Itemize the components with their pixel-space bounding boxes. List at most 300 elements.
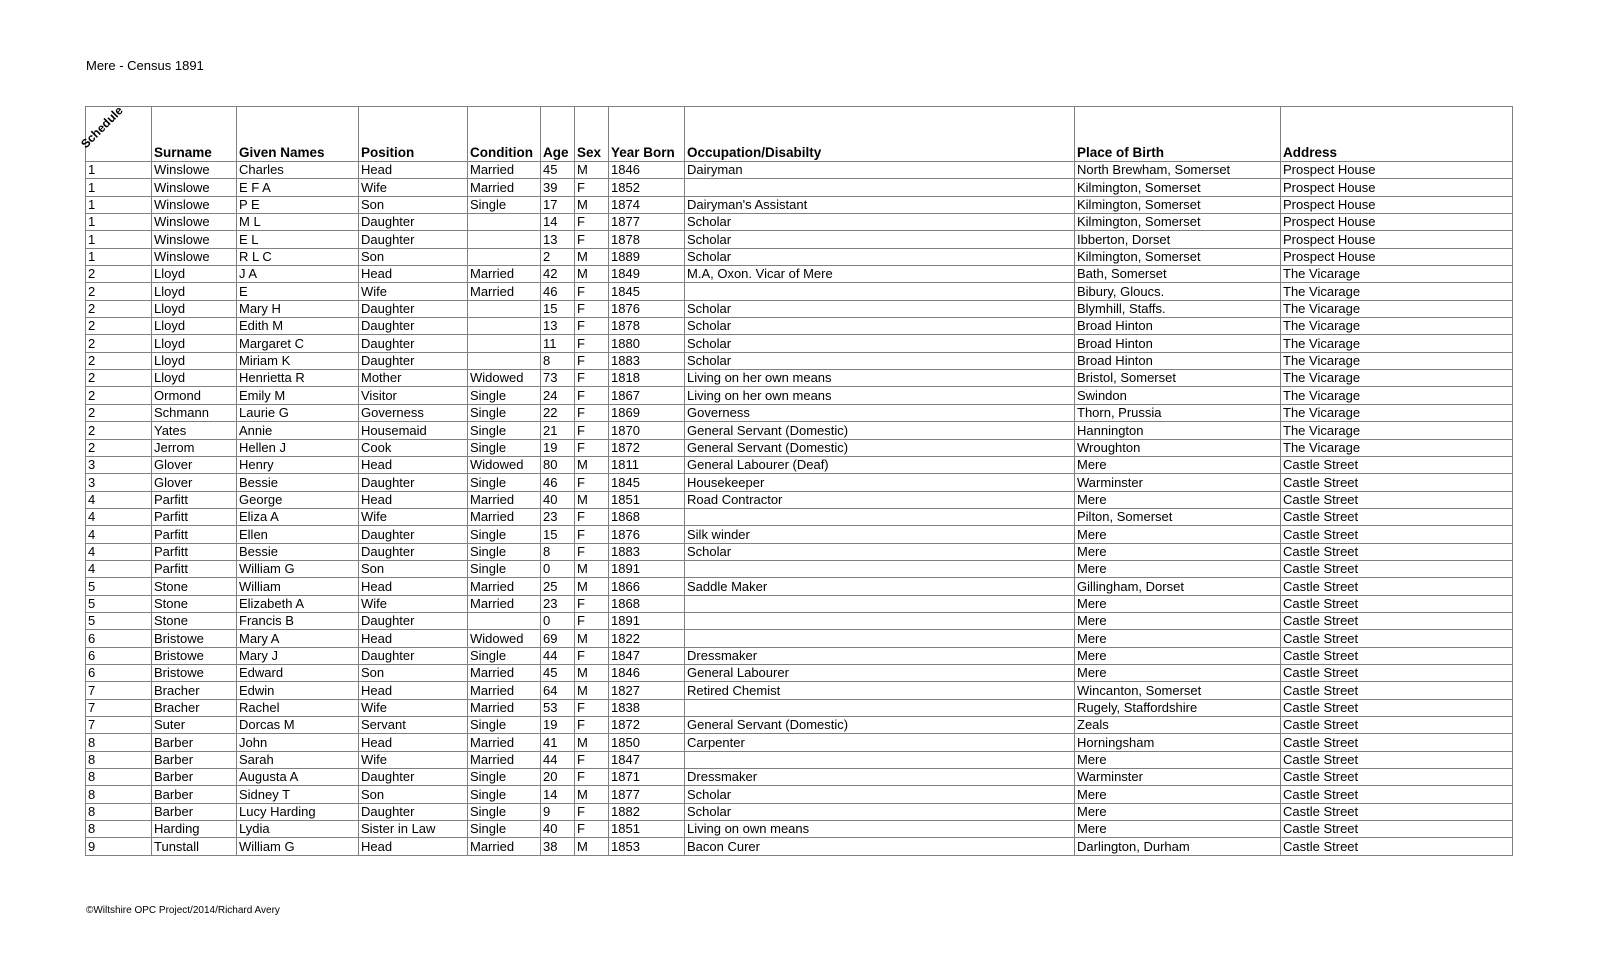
position-cell: Daughter [359, 526, 468, 543]
condition-cell: Married [468, 508, 541, 525]
occupation-cell: Scholar [685, 543, 1075, 560]
place-of-birth-cell: Wroughton [1075, 439, 1281, 456]
address-cell: The Vicarage [1281, 335, 1513, 352]
age-cell: 14 [541, 214, 575, 231]
given-names-cell: Margaret C [237, 335, 359, 352]
position-cell: Wife [359, 179, 468, 196]
surname-cell: Ormond [152, 387, 237, 404]
year-born-cell: 1891 [609, 560, 685, 577]
age-cell: 11 [541, 335, 575, 352]
table-row [86, 318, 1513, 335]
sex-cell: F [575, 769, 609, 786]
schedule-cell: 1 [86, 196, 152, 213]
occupation-cell: General Servant (Domestic) [685, 717, 1075, 734]
occupation-cell: Housekeeper [685, 474, 1075, 491]
surname-cell: Winslowe [152, 231, 237, 248]
address-cell: The Vicarage [1281, 439, 1513, 456]
condition-cell: Married [468, 179, 541, 196]
place-of-birth-cell: Mere [1075, 491, 1281, 508]
condition-cell: Single [468, 526, 541, 543]
address-cell: Castle Street [1281, 474, 1513, 491]
age-cell: 46 [541, 474, 575, 491]
year-born-cell: 1847 [609, 647, 685, 664]
age-cell: 23 [541, 595, 575, 612]
sex-cell: F [575, 595, 609, 612]
occupation-cell: Scholar [685, 803, 1075, 820]
place-of-birth-cell: Mere [1075, 543, 1281, 560]
surname-cell: Stone [152, 612, 237, 629]
occupation-cell: Retired Chemist [685, 682, 1075, 699]
address-cell: Castle Street [1281, 699, 1513, 716]
year-born-cell: 1827 [609, 682, 685, 699]
year-born-cell: 1883 [609, 543, 685, 560]
given-names-cell: E [237, 283, 359, 300]
occupation-cell: Road Contractor [685, 491, 1075, 508]
year-born-cell: 1870 [609, 422, 685, 439]
address-cell: Castle Street [1281, 786, 1513, 803]
age-cell: 42 [541, 266, 575, 283]
place-of-birth-cell: Mere [1075, 630, 1281, 647]
position-cell: Head [359, 578, 468, 595]
schedule-cell: 8 [86, 821, 152, 838]
age-cell: 25 [541, 578, 575, 595]
given-names-cell: Sarah [237, 751, 359, 768]
sex-cell: F [575, 474, 609, 491]
year-born-cell: 1868 [609, 595, 685, 612]
table-row [86, 162, 1513, 179]
surname-cell: Harding [152, 821, 237, 838]
column-header-address: Address [1281, 107, 1513, 162]
occupation-cell: Scholar [685, 231, 1075, 248]
condition-cell: Single [468, 387, 541, 404]
schedule-cell: 8 [86, 751, 152, 768]
schedule-cell: 2 [86, 352, 152, 369]
year-born-cell: 1878 [609, 231, 685, 248]
table-row [86, 560, 1513, 577]
address-cell: The Vicarage [1281, 387, 1513, 404]
schedule-cell: 2 [86, 266, 152, 283]
schedule-cell: 3 [86, 474, 152, 491]
surname-cell: Bristowe [152, 647, 237, 664]
place-of-birth-cell: Kilmington, Somerset [1075, 248, 1281, 265]
table-row [86, 578, 1513, 595]
schedule-cell: 8 [86, 769, 152, 786]
occupation-cell: Dairyman's Assistant [685, 196, 1075, 213]
table-row [86, 439, 1513, 456]
sex-cell: F [575, 231, 609, 248]
position-cell: Daughter [359, 769, 468, 786]
given-names-cell: Rachel [237, 699, 359, 716]
occupation-cell [685, 595, 1075, 612]
age-cell: 20 [541, 769, 575, 786]
year-born-cell: 1891 [609, 612, 685, 629]
year-born-cell: 1874 [609, 196, 685, 213]
condition-cell: Married [468, 699, 541, 716]
column-header-place-of-birth: Place of Birth [1075, 107, 1281, 162]
census-body [86, 162, 1513, 856]
place-of-birth-cell: Mere [1075, 803, 1281, 820]
occupation-cell [685, 699, 1075, 716]
condition-cell [468, 231, 541, 248]
address-cell: Castle Street [1281, 578, 1513, 595]
position-cell: Governess [359, 404, 468, 421]
schedule-cell: 8 [86, 734, 152, 751]
table-row [86, 612, 1513, 629]
position-cell: Mother [359, 370, 468, 387]
sex-cell: F [575, 335, 609, 352]
table-row [86, 630, 1513, 647]
surname-cell: Barber [152, 786, 237, 803]
given-names-cell: Hellen J [237, 439, 359, 456]
address-cell: Castle Street [1281, 664, 1513, 681]
address-cell: Prospect House [1281, 248, 1513, 265]
age-cell: 69 [541, 630, 575, 647]
place-of-birth-cell: Mere [1075, 612, 1281, 629]
table-row [86, 838, 1513, 855]
occupation-cell: Dressmaker [685, 769, 1075, 786]
surname-cell: Lloyd [152, 370, 237, 387]
place-of-birth-cell: North Brewham, Somerset [1075, 162, 1281, 179]
place-of-birth-cell: Pilton, Somerset [1075, 508, 1281, 525]
surname-cell: Winslowe [152, 248, 237, 265]
address-cell: Castle Street [1281, 595, 1513, 612]
table-row [86, 786, 1513, 803]
table-row [86, 734, 1513, 751]
surname-cell: Jerrom [152, 439, 237, 456]
year-born-cell: 1846 [609, 664, 685, 681]
surname-cell: Parfitt [152, 491, 237, 508]
year-born-cell: 1883 [609, 352, 685, 369]
place-of-birth-cell: Gillingham, Dorset [1075, 578, 1281, 595]
given-names-cell: William [237, 578, 359, 595]
age-cell: 2 [541, 248, 575, 265]
schedule-cell: 8 [86, 803, 152, 820]
sex-cell: M [575, 248, 609, 265]
position-cell: Daughter [359, 214, 468, 231]
year-born-cell: 1880 [609, 335, 685, 352]
occupation-cell [685, 560, 1075, 577]
place-of-birth-cell: Warminster [1075, 769, 1281, 786]
condition-cell [468, 214, 541, 231]
age-cell: 80 [541, 456, 575, 473]
year-born-cell: 1850 [609, 734, 685, 751]
schedule-cell: 4 [86, 560, 152, 577]
table-row [86, 647, 1513, 664]
place-of-birth-cell: Horningsham [1075, 734, 1281, 751]
year-born-cell: 1882 [609, 803, 685, 820]
address-cell: Castle Street [1281, 543, 1513, 560]
condition-cell [468, 300, 541, 317]
sex-cell: F [575, 370, 609, 387]
given-names-cell: Mary J [237, 647, 359, 664]
occupation-cell: Living on her own means [685, 387, 1075, 404]
occupation-cell: Carpenter [685, 734, 1075, 751]
surname-cell: Lloyd [152, 335, 237, 352]
column-header-sex: Sex [575, 107, 609, 162]
position-cell: Daughter [359, 474, 468, 491]
condition-cell: Married [468, 734, 541, 751]
given-names-cell: Edward [237, 664, 359, 681]
address-cell: Castle Street [1281, 456, 1513, 473]
condition-cell: Married [468, 162, 541, 179]
table-row [86, 214, 1513, 231]
year-born-cell: 1872 [609, 717, 685, 734]
header-row [86, 107, 1513, 162]
occupation-cell: Scholar [685, 352, 1075, 369]
column-header-condition: Condition [468, 107, 541, 162]
occupation-cell [685, 508, 1075, 525]
condition-cell: Single [468, 803, 541, 820]
position-cell: Head [359, 630, 468, 647]
given-names-cell: Annie [237, 422, 359, 439]
address-cell: Castle Street [1281, 751, 1513, 768]
place-of-birth-cell: Thorn, Prussia [1075, 404, 1281, 421]
address-cell: The Vicarage [1281, 300, 1513, 317]
surname-cell: Yates [152, 422, 237, 439]
age-cell: 53 [541, 699, 575, 716]
surname-cell: Barber [152, 734, 237, 751]
schedule-cell: 1 [86, 231, 152, 248]
condition-cell: Widowed [468, 370, 541, 387]
given-names-cell: M L [237, 214, 359, 231]
schedule-cell: 2 [86, 404, 152, 421]
age-cell: 45 [541, 162, 575, 179]
schedule-cell: 6 [86, 630, 152, 647]
schedule-cell: 3 [86, 456, 152, 473]
sex-cell: F [575, 404, 609, 421]
place-of-birth-cell: Zeals [1075, 717, 1281, 734]
age-cell: 21 [541, 422, 575, 439]
occupation-cell [685, 179, 1075, 196]
sex-cell: F [575, 699, 609, 716]
address-cell: The Vicarage [1281, 266, 1513, 283]
year-born-cell: 1869 [609, 404, 685, 421]
place-of-birth-cell: Swindon [1075, 387, 1281, 404]
table-row [86, 300, 1513, 317]
given-names-cell: Laurie G [237, 404, 359, 421]
column-header-age: Age [541, 107, 575, 162]
sex-cell: M [575, 630, 609, 647]
address-cell: Castle Street [1281, 560, 1513, 577]
surname-cell: Barber [152, 769, 237, 786]
address-cell: The Vicarage [1281, 283, 1513, 300]
table-row [86, 422, 1513, 439]
position-cell: Son [359, 786, 468, 803]
age-cell: 39 [541, 179, 575, 196]
position-cell: Son [359, 196, 468, 213]
year-born-cell: 1866 [609, 578, 685, 595]
year-born-cell: 1822 [609, 630, 685, 647]
age-cell: 40 [541, 491, 575, 508]
position-cell: Head [359, 266, 468, 283]
sex-cell: M [575, 196, 609, 213]
age-cell: 44 [541, 647, 575, 664]
sex-cell: F [575, 543, 609, 560]
given-names-cell: George [237, 491, 359, 508]
sex-cell: F [575, 214, 609, 231]
schedule-cell: 4 [86, 543, 152, 560]
sex-cell: F [575, 283, 609, 300]
occupation-cell: Dressmaker [685, 647, 1075, 664]
condition-cell: Married [468, 838, 541, 855]
place-of-birth-cell: Mere [1075, 595, 1281, 612]
schedule-cell: 2 [86, 283, 152, 300]
condition-cell [468, 248, 541, 265]
position-cell: Son [359, 560, 468, 577]
year-born-cell: 1868 [609, 508, 685, 525]
year-born-cell: 1867 [609, 387, 685, 404]
surname-cell: Bracher [152, 699, 237, 716]
sex-cell: F [575, 422, 609, 439]
place-of-birth-cell: Bristol, Somerset [1075, 370, 1281, 387]
table-row [86, 751, 1513, 768]
year-born-cell: 1818 [609, 370, 685, 387]
condition-cell: Single [468, 422, 541, 439]
position-cell: Wife [359, 595, 468, 612]
sex-cell: M [575, 491, 609, 508]
position-cell: Daughter [359, 543, 468, 560]
sex-cell: F [575, 751, 609, 768]
age-cell: 9 [541, 803, 575, 820]
schedule-cell: 4 [86, 526, 152, 543]
position-cell: Head [359, 456, 468, 473]
place-of-birth-cell: Ibberton, Dorset [1075, 231, 1281, 248]
given-names-cell: Eliza A [237, 508, 359, 525]
year-born-cell: 1849 [609, 266, 685, 283]
position-cell: Servant [359, 717, 468, 734]
condition-cell: Married [468, 751, 541, 768]
table-row [86, 664, 1513, 681]
table-row [86, 543, 1513, 560]
surname-cell: Parfitt [152, 508, 237, 525]
column-header-year-born: Year Born [609, 107, 685, 162]
condition-cell [468, 352, 541, 369]
condition-cell: Married [468, 664, 541, 681]
surname-cell: Stone [152, 578, 237, 595]
occupation-cell: Living on own means [685, 821, 1075, 838]
sex-cell: M [575, 664, 609, 681]
year-born-cell: 1876 [609, 300, 685, 317]
year-born-cell: 1851 [609, 821, 685, 838]
age-cell: 46 [541, 283, 575, 300]
sex-cell: M [575, 266, 609, 283]
year-born-cell: 1845 [609, 474, 685, 491]
address-cell: The Vicarage [1281, 404, 1513, 421]
occupation-cell: Scholar [685, 248, 1075, 265]
position-cell: Daughter [359, 647, 468, 664]
sex-cell: F [575, 508, 609, 525]
condition-cell: Married [468, 266, 541, 283]
table-row [86, 526, 1513, 543]
address-cell: Castle Street [1281, 838, 1513, 855]
schedule-cell: 1 [86, 179, 152, 196]
column-header-label: Schedule [78, 103, 126, 151]
condition-cell [468, 335, 541, 352]
place-of-birth-cell: Mere [1075, 456, 1281, 473]
age-cell: 13 [541, 318, 575, 335]
sex-cell: M [575, 578, 609, 595]
position-cell: Son [359, 248, 468, 265]
table-row [86, 508, 1513, 525]
schedule-cell: 5 [86, 612, 152, 629]
sex-cell: F [575, 179, 609, 196]
surname-cell: Lloyd [152, 300, 237, 317]
surname-cell: Bristowe [152, 630, 237, 647]
given-names-cell: Henry [237, 456, 359, 473]
occupation-cell: Scholar [685, 335, 1075, 352]
position-cell: Wife [359, 751, 468, 768]
table-row [86, 370, 1513, 387]
condition-cell: Single [468, 196, 541, 213]
position-cell: Daughter [359, 335, 468, 352]
address-cell: Prospect House [1281, 162, 1513, 179]
position-cell: Wife [359, 283, 468, 300]
occupation-cell: Dairyman [685, 162, 1075, 179]
given-names-cell: Edith M [237, 318, 359, 335]
position-cell: Head [359, 734, 468, 751]
address-cell: Castle Street [1281, 647, 1513, 664]
sex-cell: F [575, 612, 609, 629]
table-row [86, 699, 1513, 716]
schedule-cell: 7 [86, 717, 152, 734]
column-header-surname: Surname [152, 107, 237, 162]
address-cell: Castle Street [1281, 821, 1513, 838]
address-cell: Prospect House [1281, 196, 1513, 213]
condition-cell [468, 612, 541, 629]
place-of-birth-cell: Kilmington, Somerset [1075, 196, 1281, 213]
year-born-cell: 1847 [609, 751, 685, 768]
given-names-cell: Lydia [237, 821, 359, 838]
column-header-position: Position [359, 107, 468, 162]
column-header-occupation: Occupation/Disabilty [685, 107, 1075, 162]
table-row [86, 491, 1513, 508]
given-names-cell: Miriam K [237, 352, 359, 369]
address-cell: Castle Street [1281, 734, 1513, 751]
sex-cell: F [575, 526, 609, 543]
schedule-cell: 7 [86, 699, 152, 716]
given-names-cell: Ellen [237, 526, 359, 543]
place-of-birth-cell: Bibury, Gloucs. [1075, 283, 1281, 300]
schedule-cell: 2 [86, 439, 152, 456]
schedule-cell: 2 [86, 335, 152, 352]
place-of-birth-cell: Mere [1075, 526, 1281, 543]
sex-cell: F [575, 717, 609, 734]
condition-cell: Widowed [468, 456, 541, 473]
year-born-cell: 1845 [609, 283, 685, 300]
age-cell: 0 [541, 612, 575, 629]
place-of-birth-cell: Broad Hinton [1075, 335, 1281, 352]
schedule-cell: 1 [86, 214, 152, 231]
occupation-cell [685, 630, 1075, 647]
age-cell: 13 [541, 231, 575, 248]
surname-cell: Stone [152, 595, 237, 612]
given-names-cell: John [237, 734, 359, 751]
table-row [86, 404, 1513, 421]
year-born-cell: 1846 [609, 162, 685, 179]
surname-cell: Winslowe [152, 162, 237, 179]
year-born-cell: 1851 [609, 491, 685, 508]
table-row [86, 595, 1513, 612]
occupation-cell: General Servant (Domestic) [685, 439, 1075, 456]
surname-cell: Winslowe [152, 196, 237, 213]
place-of-birth-cell: Kilmington, Somerset [1075, 179, 1281, 196]
sex-cell: M [575, 838, 609, 855]
occupation-cell [685, 751, 1075, 768]
age-cell: 19 [541, 439, 575, 456]
position-cell: Housemaid [359, 422, 468, 439]
schedule-cell: 1 [86, 162, 152, 179]
occupation-cell: General Labourer [685, 664, 1075, 681]
